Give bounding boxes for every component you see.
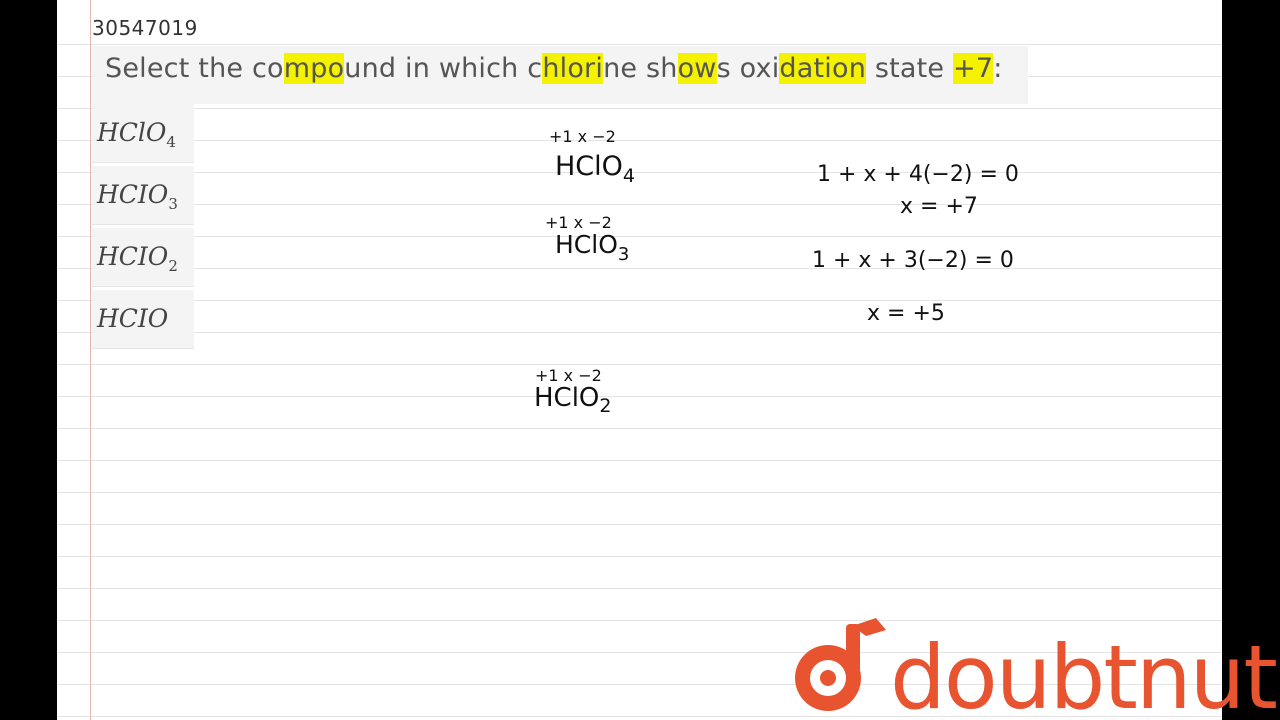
doubtnut-logo-icon bbox=[795, 618, 886, 711]
charges-annotation-1: +1 x −2 bbox=[549, 127, 616, 146]
option-b-formula: $HCIO_3$ bbox=[97, 180, 178, 213]
question-highlight: dation bbox=[779, 53, 867, 84]
charges-annotation-3: +1 x −2 bbox=[535, 366, 602, 385]
formula-annotation-3: HClO$_2$ bbox=[534, 383, 612, 417]
brand-wordmark: doubtnut bbox=[890, 626, 1276, 720]
question-segment: : bbox=[993, 53, 1003, 84]
question-segment: state bbox=[866, 53, 953, 84]
formula-annotation-2: HClO$_3$ bbox=[555, 230, 630, 265]
option-c-formula: $HCIO_2$ bbox=[97, 242, 178, 275]
option-a-formula: HClO$_4$ bbox=[97, 118, 176, 151]
charges-annotation-2: +1 x −2 bbox=[545, 213, 612, 232]
question-highlight: mpo bbox=[283, 53, 345, 84]
question-segment: Select the co bbox=[105, 53, 284, 84]
result-2: x = +5 bbox=[867, 301, 945, 326]
doubtnut-logo bbox=[790, 616, 1276, 720]
formula-annotation-1: HClO$_4$ bbox=[555, 151, 636, 187]
question-segment: s oxi bbox=[716, 53, 780, 84]
question-id: 30547019 bbox=[92, 16, 198, 40]
question-highlight: +7 bbox=[953, 53, 994, 84]
question-highlight: ow bbox=[677, 53, 717, 84]
notebook-page bbox=[57, 0, 1276, 720]
equation-1: 1 + x + 4(−2) = 0 bbox=[817, 162, 1019, 187]
result-1: x = +7 bbox=[900, 194, 978, 219]
handwritten-solution bbox=[57, 0, 1222, 720]
option-d-formula: HCIO bbox=[97, 304, 169, 333]
equation-2: 1 + x + 3(−2) = 0 bbox=[812, 248, 1014, 273]
question-segment: ne sh bbox=[603, 53, 678, 84]
question-highlight: hlori bbox=[542, 53, 604, 84]
question-segment: und in which c bbox=[344, 53, 543, 84]
